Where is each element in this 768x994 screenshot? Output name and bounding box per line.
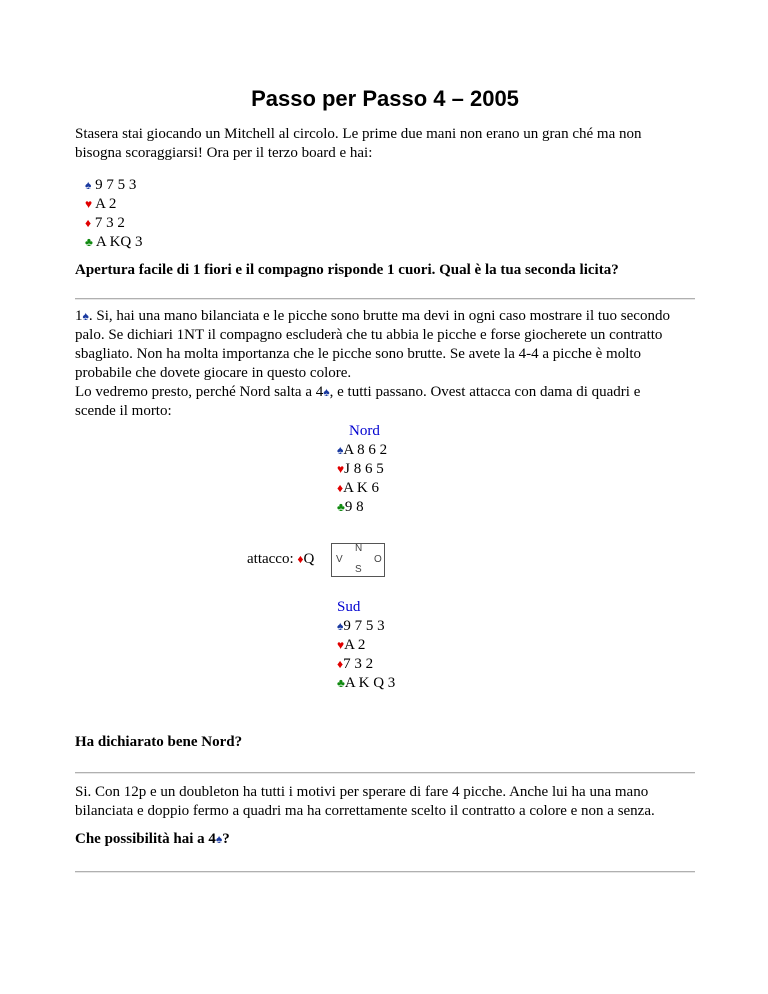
intro-line-1: Stasera stai giocando un Mitchell al circolo. Le prime due mani non erano un gran ché ma non [75, 126, 642, 142]
spade-icon: ♠ [82, 309, 89, 323]
spade-icon: ♠ [85, 178, 92, 192]
diamond-icon: ♦ [85, 216, 92, 230]
compass-south: S [355, 564, 362, 575]
lead-label: attacco: [247, 551, 294, 567]
club-icon: ♣ [337, 500, 345, 514]
compass-box [331, 543, 385, 577]
club-icon: ♣ [337, 676, 345, 690]
spade-icon: ♠ [337, 619, 344, 633]
answer2-line2: bilanciata e doppio fermo a quadri ma ha correttamente scelto il contratto a colore e non a senza. [75, 803, 655, 819]
answer1-line2: palo. Se dichiari 1NT il compagno escluderà che tu abbia le picche e forse giocherete un contratto [75, 327, 663, 343]
hand1-diamonds-row [85, 214, 125, 233]
intro-line-2: bisogna scoraggiarsi! Ora per il terzo board e hai: [75, 145, 373, 161]
north-spades: A 8 6 2 [343, 442, 388, 458]
south-hearts-row [337, 636, 365, 655]
answer1-line5b: , e tutti passano. Ovest attacca con dama di quadri e [329, 384, 641, 400]
north-hearts-row [337, 460, 384, 479]
club-icon: ♣ [85, 235, 93, 249]
divider-3 [75, 871, 695, 873]
answer1-lead: 1 [75, 308, 83, 324]
intro-paragraph [75, 125, 695, 163]
opening-lead [247, 550, 314, 569]
answer1-line4: probabile che dovete giocare in questo colore. [75, 365, 352, 381]
page-title: Passo per Passo 4 – 2005 [251, 86, 519, 111]
answer1-line1: . Si, hai una mano bilanciata e le picche sono brutte ma devi in ogni caso mostrare il tuo secondo [88, 308, 670, 324]
hand1-hearts: A 2 [95, 196, 117, 212]
hand1-diamonds: 7 3 2 [94, 215, 125, 231]
south-diamonds: 7 3 2 [343, 656, 374, 672]
compass-west: V [336, 554, 343, 565]
diamond-icon: ♦ [337, 657, 344, 671]
north-clubs-row [337, 498, 364, 517]
south-spades-row [337, 617, 385, 636]
heart-icon: ♥ [337, 462, 345, 476]
answer1-line3: sbagliato. Non ha molta importanza che le picche sono brutte. Se avete la 4-4 a picche è molto [75, 346, 642, 362]
south-spades: 9 7 5 3 [343, 618, 385, 634]
answer1-line5a: Lo vedremo presto, perché Nord salta a 4 [75, 384, 324, 400]
hand1-spades: 9 7 5 3 [95, 177, 137, 193]
lead-card: Q [303, 551, 315, 567]
north-hearts: J 8 6 5 [344, 461, 384, 477]
divider-1 [75, 298, 695, 300]
question-2: Ha dichiarato bene Nord? [75, 734, 243, 750]
hand1-clubs: A KQ 3 [95, 234, 143, 250]
spade-icon: ♠ [323, 385, 330, 399]
south-hearts: A 2 [344, 637, 366, 653]
answer1-line6: scende il morto: [75, 403, 172, 419]
question-3 [75, 830, 695, 849]
compass-north: N [355, 543, 363, 554]
answer-2-paragraph [75, 783, 695, 821]
hand1-hearts-row [85, 195, 116, 214]
north-clubs: 9 8 [344, 499, 364, 515]
hand1-clubs-row [85, 233, 142, 252]
divider-2 [75, 772, 695, 774]
diamond-icon: ♦ [297, 552, 304, 566]
heart-icon: ♥ [337, 638, 345, 652]
north-diamonds-row [337, 479, 379, 498]
spade-icon: ♠ [337, 443, 344, 457]
south-clubs-row [337, 674, 395, 693]
compass-east: O [374, 554, 382, 565]
hand1-spades-row [85, 176, 136, 195]
answer-1-paragraph [75, 307, 695, 421]
north-spades-row [337, 441, 387, 460]
spade-icon: ♠ [215, 832, 223, 846]
south-clubs: A K Q 3 [344, 675, 396, 691]
north-diamonds: A K 6 [343, 480, 379, 496]
south-label: Sud [337, 599, 361, 615]
south-diamonds-row [337, 655, 373, 674]
diamond-icon: ♦ [337, 481, 344, 495]
answer2-line1: Si. Con 12p e un doubleton ha tutti i motivi per sperare di fare 4 picche. Anche lui ha una mano [75, 784, 649, 800]
question3-text: Che possibilità hai a 4 [75, 831, 216, 847]
question3-end: ? [222, 831, 230, 847]
heart-icon: ♥ [85, 197, 93, 211]
north-label: Nord [349, 423, 380, 439]
question-1: Apertura facile di 1 fiori e il compagno risponde 1 cuori. Qual è la tua seconda licita? [75, 262, 619, 278]
